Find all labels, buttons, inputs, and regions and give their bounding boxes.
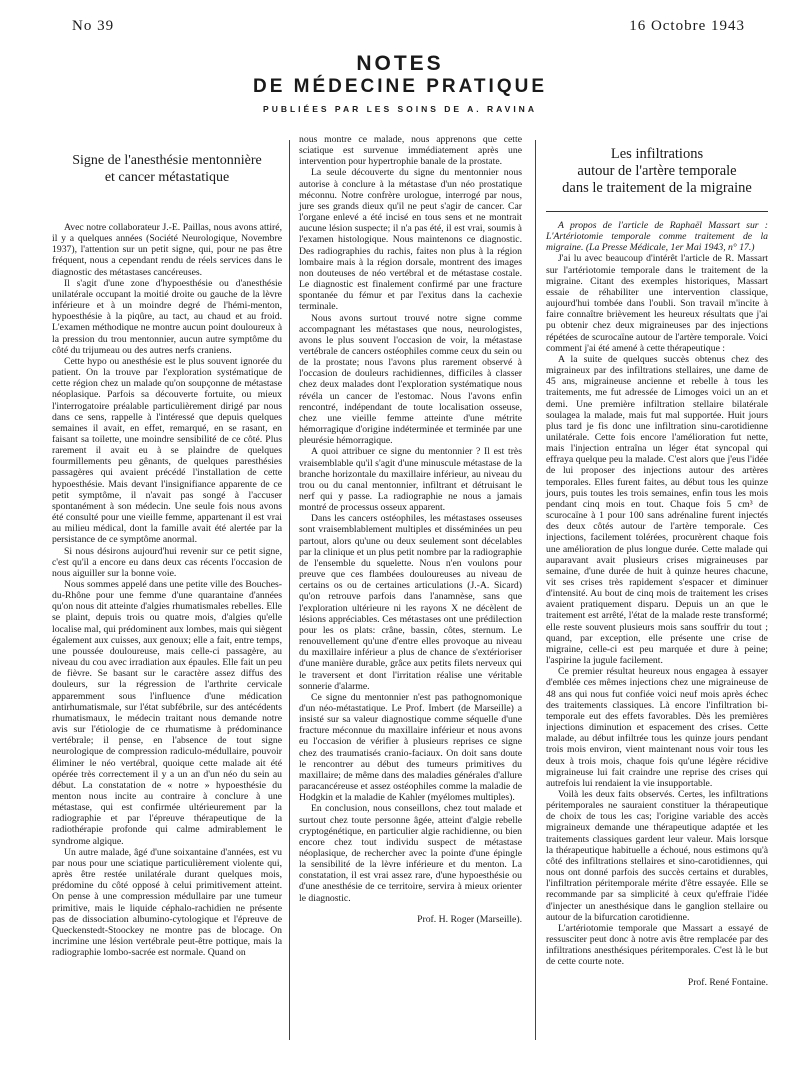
article1-signature: Prof. H. Roger (Marseille). xyxy=(417,913,522,925)
article1-title-line2: et cancer métastatique xyxy=(104,170,230,185)
article1-title-line1: Signe de l'anesthésie mentonnière xyxy=(72,153,262,168)
paragraph: Voilà les deux faits observés. Certes, les infiltrations péritemporales ne sauraient constituer la thérapeutique de choix de tous les cas; l'origine variable des accès migraineux demande une thérapeutique adaptée et les traitements classiques gardent leur valeur. Mais lorsque la thérapeutique habituelle a échoué, nous estimons qu'à côté des infiltrations stellaires et sino-carotidiennes, qui nous ont donné parfois des succès certains et durables, l'infiltration péritemporale mérite d'être essayée. Elle se recommande par sa simplicité à ceux qu'effraie l'idée d'injecter un anesthésique dans le ganglion stellaire ou autour de la bifurcation carotidienne. xyxy=(546,788,768,923)
page-header xyxy=(0,0,800,114)
article1-column2 xyxy=(299,134,522,925)
article2-title-line1: Les infiltrations xyxy=(610,146,704,162)
paragraph: Cette hypo ou anesthésie est le plus souvent ignorée du patient. On la trouve par l'exploration systématique de cette région chez un malade qu'on soupçonne de métastase néoplasique. Parfois sa découverte fortuite, ou mieux l'interrogatoire préalable particulièrement dirigé par nous dans ce sens, rappelle à l'intéressé que depuis quelques semaines il avait, en effet, remarqué, en se rasant, en faisant sa toilette, une moindre sensibilité de ce côté. Plus rarement il avait eu à se plaindre de quelques fourmillements peu gênants, de quelques paresthésies passagères qui avaient précédé l'installation de cette hypoesthésie. Mais devant l'insignifiance apparente de ce petit symptôme, il n'avait pas songé à l'accuser spontanément à son médecin. Une seule fois nous avons été consulté pour une vieille femme, appartenant il est vrai au milieu médical, dont la famille avait été alertée par la persistance de ce symptôme anormal. xyxy=(52,355,282,546)
journal-title-line2: DE MÉDECINE PRATIQUE xyxy=(252,76,547,97)
paragraph: Nous sommes appelé dans une petite ville des Bouches-du-Rhône pour une femme d'une quarantaine d'années qu'on nous dit atteinte d'algies rhumatismales rebelles. Elle se plaint, depuis trois ou quatre mois, d'algies qu'elle localise mal, qui prédominent aux lombes, mais qui siègent également aux cuisses, aux genoux; elle a fait, entre temps, une poussée douloureuse, mais celle-ci passagère, au niveau du cou avec irradiation aux épaules. Elle fait un peu de fièvre. Se basant sur le caractère assez diffus des douleurs, sur la régression de l'arthrite cervicale apparemment sous l'influence d'une médication antirhumatismale, sur l'état subfébrile, sur des antécédents rhumatismaux, le médecin traitant nous demande notre avis sur l'étiologie de ce rhumatisme à prédominance vertébrale; il pense, en l'absence de tout signe neurologique de compression radiculo-médullaire, pouvoir éliminer le néo vertébral, quoique cette malade ait été opérée très correctement il y a un an d'un néo du sein au début. La constatation de « notre » hypoesthésie du menton nous incite au contraire à conclure à une métastase, qui est confirmée ultérieurement par la radiographie et par l'épreuve thérapeutique de la radiothérapie profonde qui calme admirablement le syndrome algique. xyxy=(52,579,282,847)
paragraph: nous montre ce malade, nous apprenons que cette sciatique est survenue immédiatement après une intervention pour hypertrophie banale de la prostate. xyxy=(299,134,522,168)
paragraph: Si nous désirons aujourd'hui revenir sur ce petit signe, c'est qu'il a encore eu dans deux cas récents l'occasion de nous aiguiller sur la bonne voie. xyxy=(52,545,282,579)
paragraph: L'artériotomie temporale que Massart a essayé de ressusciter peut donc à notre avis être remplacée par des infiltrations anesthésiques péritemporales. C'est là le but de cette courte note. xyxy=(546,922,768,968)
issue-date: 16 Octobre 1943 xyxy=(629,18,745,34)
article1-title xyxy=(52,152,282,186)
article2-title xyxy=(546,146,768,197)
article2-signature: Prof. René Fontaine. xyxy=(687,977,768,989)
paragraph: Dans les cancers ostéophiles, les métastases osseuses sont vraisemblablement multiples et disséminées un peu partout, alors qu'une ou deux seulement sont décelables par la clinique et un plus petit nombre par la radiographie de l'ensemble du squelette. Nous n'en voulons pour preuve que ces flambées douloureuses au niveau de certains os ou de certaines articulations (J.-A. Sicard) qu'on retrouve parfois dans l'anamnèse, sans que l'exploration ultérieure ni les rayons X ne décèlent de lésions appréciables. Ces métastases ont une prédilection pour les os plats: crâne, bassin, côtes, sternum. Le renouvellement qu'une d'entre elles provoque au niveau du maxillaire inférieur a plus de chance de s'extérioriser d'une manière durable, grâce aux petits filets nerveux qui le traversent et dont l'irritation réalise une véritable sonnerie d'alarme. xyxy=(299,513,522,692)
paragraph: J'ai lu avec beaucoup d'intérêt l'article de R. Massart sur l'artériotomie temporale dans le traitement de la migraine. Citant des exemples historiques, Massart essaie de réhabiliter une intervention classique, aujourd'hui tombée dans l'oubli. Son travail m'incite à faire connaître brièvement les heureux résultats que j'ai pu obtenir chez deux migraineuses par des injections répétées de scurocaïne autour de l'artère temporale. Voici comment j'ai été amené à cette thérapeutique : xyxy=(546,253,768,354)
paragraph: Ce premier résultat heureux nous engagea à essayer d'emblée ces mêmes injections chez une migraineuse de 48 ans qui nous fut confiée voici neuf mois après échec des traitements classiques. Là encore l'infiltration bi-temporale eut des effets favorables. Dès les premières injections diminution et espacement des crises. Cette malade, au début infiltrée tous les quinze jours pendant trois mois environ, vient maintenant nous voir tous les deux à trois mois, chaque fois qu'une légère récidive migraineuse lui fait craindre une reprise des crises qui autrefois lui rendaient la vie insupportable. xyxy=(546,666,768,789)
paragraph: En conclusion, nous conseillons, chez tout malade et surtout chez toute personne âgée, atteint d'algie rebelle cryptogénétique, en particulier algie rachidienne, ou bien encore chez tout individu suspect de métastase néoplasique, de rechercher avec la pointe d'une épingle la sensibilité de la lèvre inférieure et du menton. La constatation, il est vrai assez rare, d'une hypoesthésie ou d'une anesthésie de ce territoire, servira à mieux orienter le diagnostic. xyxy=(299,803,522,904)
article2-title-line2: autour de l'artère temporale xyxy=(577,163,737,179)
paragraph: A quoi attribuer ce signe du mentonnier ? Il est très vraisemblable qu'il s'agit d'une minuscule métastase de la branche horizontale du maxillaire inférieur, au niveau du trou ou du canal mentonnier, infiltrant et détruisant le nerf qui y passe. La radiographie ne nous a jamais montré de processus osseux apparent. xyxy=(299,446,522,514)
paragraph: Avec notre collaborateur J.-E. Paillas, nous avons attiré, il y a quelques années (Société Neurologique, Novembre 1937), l'attention sur un petit signe, qui, pour ne pas être fréquent, nous a cependant rendu de réels services dans le diagnostic des métastases cancéreuses. xyxy=(52,222,282,278)
title-rule xyxy=(546,211,768,212)
column-divider xyxy=(535,140,536,1040)
paragraph: La seule découverte du signe du mentonnier nous autorise à conclure à la métastase d'un néo prostatique méconnu. Notre confrère urologue, interrogé par nous, jure ses grands dieux qu'il ne peut s'agir de cancer. Car l'organe enlevé a été incisé en tous sens et ne montrait aucune lésion suspecte; il n'a pas été, il est vrai, soumis à l'examen histologique. Nous maintenons ce diagnostic. Des radiographies du rachis, faites non plus à la région lombaire mais à la région dorsale, montrent des images non douteuses de néo vertébral et de métastase costale. Le diagnostic est finalement confirmé par une fracture spontanée du fémur et par l'exitus dans la cachexie terminale. xyxy=(299,167,522,313)
issue-number: No 39 xyxy=(72,18,115,34)
paragraph: Ce signe du mentonnier n'est pas pathognomonique d'un néo-métastatique. Le Prof. Imbert (de Marseille) a insisté sur sa valeur diagnostique comme séquelle d'une fracture méconnue du maxillaire inférieur et nous avons eu l'occasion de vérifier à plusieurs reprises ce signe chez des traumatisés cranio-faciaux. On doit sans doute le rencontrer au début des tumeurs primitives du maxillaire; de même dans des maladies générales d'allure paracancéreuse et assez ostéophiles comme la maladie de Hodgkin et la maladie de Kahler (myélomes multiples). xyxy=(299,691,522,804)
paragraph: A la suite de quelques succès obtenus chez des migraineux par des infiltrations stellaires, une dame de 45 ans, migraineuse ancienne et rebelle à tous les traitements, me fut adressée de Limoges voici un an et demi. Une première infiltration stellaire bilatérale soulagea la malade, mais fut mal supportée. Huit jours plus tard je fis donc une infiltration sinu-carotidienne unilatérale. Cette fois encore l'amélioration fut nette, mais l'injection entraîna un léger état syncopal qui effraya quelque peu la malade. C'est alors que j'eus l'idée de lui proposer des injections autour des artères temporales. Elles furent faites, au début tous les quinze jours, puis toutes les trois semaines, enfin tous les mois pendant cinq mois en tout. Chaque fois 5 cm³ de scurocaïne à 1 pour 100 sans adrénaline furent injectés des deux côtés autour de l'artère temporale. Ces injections, facilement tolérées, procurèrent chaque fois une amélioration de plus longue durée. Cette malade qui auparavant avait plusieurs crises migraineuses par semaine, d'une durée de huit à quinze heures chacune, vit ses crises très rapidement s'espacer et diminuer d'intensité. Au bout de cinq mois de traitement les crises avaient pratiquement disparu. Depuis un an que le traitement est arrêté, l'état de la malade reste transformé; elle reste souvent plusieurs mois sans souffrir du tout ; quand, par exception, elle présente une crise de migraine, celle-ci est peu marquée et dure à peine; l'aspirine la jugule facilement. xyxy=(546,353,768,667)
paragraph: Un autre malade, âgé d'une soixantaine d'années, est vu par nous pour une sciatique particulièrement violente qui, après être restée unilatérale durant quelques mois, prédomine du côté opposé à celui primitivement atteint. On pense à une compression médullaire par une tumeur primitive, mais le liquide céphalo-rachidien ne présente pas de dissociation albumino-cytologique et l'épreuve de Queckenstedt-Stoockey ne montre pas de blocage. On incrimine une lésion vertébrale peut-être pottique, mais la radiographie lombo-sacrée est normale. Quand on xyxy=(52,846,282,959)
column-divider xyxy=(289,140,290,1040)
article2-title-line3: dans le traitement de la migraine xyxy=(562,180,752,196)
paragraph: Nous avons surtout trouvé notre signe comme accompagnant les métastases que nous, neurologistes, avons le plus souvent l'occasion de voir, la métastase vertébrale de cancers ostéophiles comme ceux du sein ou de la prostate; nous l'avons plus rarement observé à l'occasion de douleurs rachidiennes, difficiles à classer chez deux malades dont l'exploration systématique nous révéla un cancer de l'estomac. Nous l'avons enfin rencontré, indépendant de toute localisation osseuse, chez une vieille femme atteinte d'une métrite hémorragique d'origine indéterminée et terminée par une pleurésie hémorragique. xyxy=(299,312,522,447)
journal-title: NOTES xyxy=(356,52,444,75)
article2-column xyxy=(546,138,768,989)
journal-subtitle: PUBLIÉES PAR LES SOINS DE A. RAVINA xyxy=(263,104,537,114)
paragraph: Il s'agit d'une zone d'hypoesthésie ou d'anesthésie unilatérale occupant la moitié droite ou gauche de la lèvre inférieure et à un moindre degré de l'hémi-menton, hypoesthésie à la piqûre, au tact, au chaud et au froid. L'examen méthodique ne montre aucun point douloureux à la pression du trou mentonnier, aucun autre symptôme du côté du trijumeau ou des autres nerfs craniens. xyxy=(52,277,282,356)
article1-column1 xyxy=(52,136,282,958)
article2-lead: A propos de l'article de Raphaël Massart sur : L'Artériotomie temporale comme traitement de la migraine. (La Presse Médicale, 1er Mai 1943, n° 17.) xyxy=(546,220,768,254)
